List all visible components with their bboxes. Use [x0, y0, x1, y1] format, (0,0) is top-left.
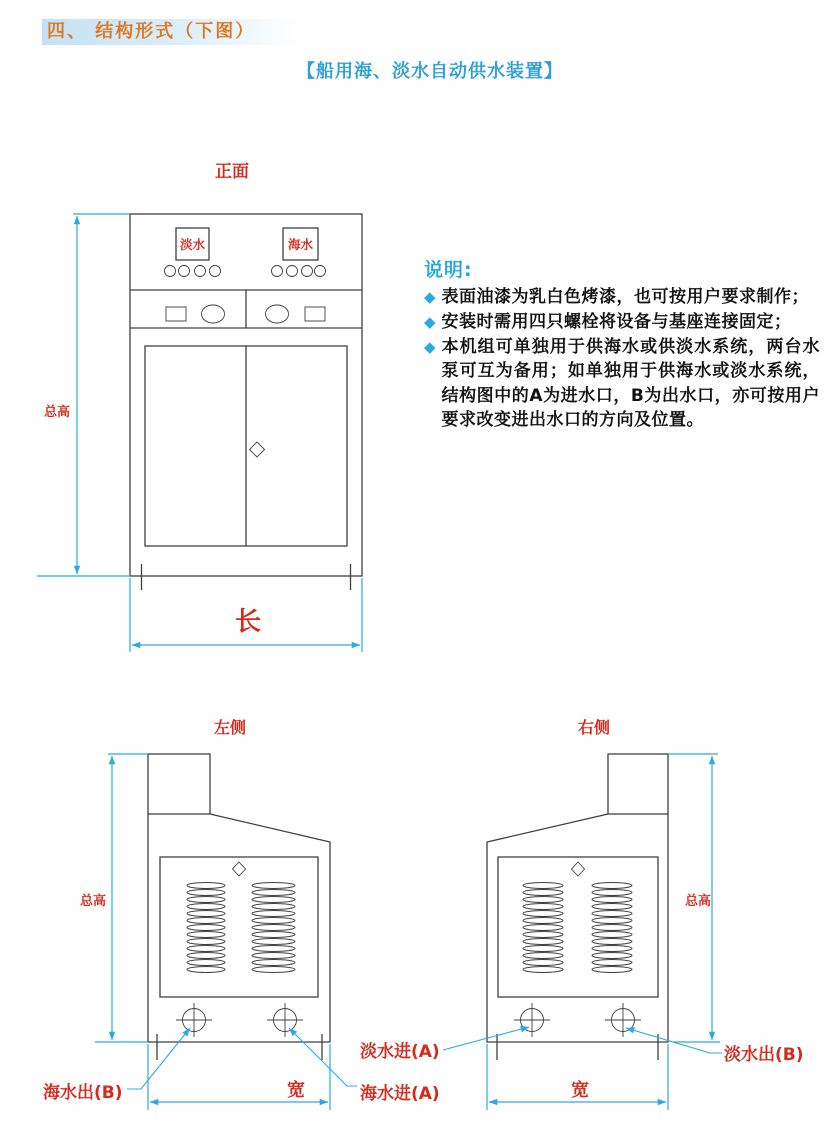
louver-vent [187, 883, 225, 973]
left-width-label: 宽 [287, 1080, 305, 1101]
louver-vent [592, 883, 632, 973]
right-side-view [360, 718, 804, 1110]
seawater-in-leader [289, 1028, 357, 1086]
front-view [37, 161, 362, 652]
pipe-port [514, 1003, 550, 1037]
right-width-dimension [487, 1044, 668, 1110]
door-handle [572, 862, 585, 876]
louver-vent [252, 883, 295, 973]
diamond-bullet-icon: ◆ [424, 288, 436, 306]
notes-heading: 说明: [424, 259, 473, 281]
cabinet-doors [145, 346, 347, 546]
freshwater-in-label: 淡水进(A) [360, 1042, 440, 1062]
left-height-dimension [80, 754, 148, 1042]
diamond-bullet-icon: ◆ [424, 338, 436, 357]
right-height-label: 总高 [684, 894, 712, 909]
freshwater-out-label: 淡水出(B) [724, 1045, 804, 1065]
duct-outline [148, 754, 210, 814]
left-view-title: 左侧 [213, 718, 247, 737]
page-title: 【船用海、淡水自动供水装置】 [297, 61, 563, 82]
pipe-port [267, 1003, 303, 1037]
right-width-label: 宽 [571, 1080, 589, 1101]
diamond-bullet-icon: ◆ [424, 313, 436, 332]
freshwater-out-leader [626, 1028, 722, 1053]
seawater-out-leader [127, 1028, 190, 1089]
indicator-lights [165, 266, 326, 277]
front-length-dimension [130, 578, 362, 652]
louver-vent [523, 883, 563, 973]
note-text: 本机组可单独用于供海水或供淡水系统，两台水泵可互为备用；如单独用于供海水或淡水系统，结构图中的A为进水口，B为出水口，亦可按用户要求改变进出水口的方向及位置。 [441, 337, 820, 430]
left-width-dimension [148, 1044, 330, 1110]
front-height-label: 总高 [43, 405, 71, 420]
door-panel [498, 857, 658, 997]
front-length-label: 长 [234, 607, 262, 637]
door-handle [250, 442, 265, 457]
right-height-dimension [668, 754, 720, 1042]
seawater-out-label: 海水出(B) [43, 1083, 123, 1103]
duct-outline [608, 754, 668, 814]
freshwater-display-panel [176, 228, 209, 260]
pipe-port [176, 1003, 212, 1037]
body-outline [487, 814, 668, 1042]
body-outline [148, 814, 330, 1042]
front-height-dimension [37, 214, 130, 576]
left-height-label: 总高 [79, 894, 107, 909]
right-view-title: 右侧 [577, 718, 611, 737]
note-text: 表面油漆为乳白色烤漆，也可按用户要求制作； [441, 287, 810, 307]
freshwater-display-label: 淡水 [179, 237, 206, 252]
mounting-feet [497, 1034, 658, 1060]
freshwater-in-leader [443, 1027, 529, 1050]
mounting-feet [142, 564, 351, 590]
seawater-display-panel [283, 228, 318, 260]
section-title: 四、 结构形式（下图） [47, 21, 256, 42]
note-text: 安装时需用四只螺栓将设备与基座连接固定； [441, 312, 792, 333]
seawater-display-label: 海水 [287, 237, 314, 252]
seawater-in-label: 海水进(A) [360, 1084, 440, 1104]
front-view-title: 正面 [215, 162, 249, 182]
door-handle [233, 862, 246, 876]
pipe-port [605, 1003, 641, 1037]
